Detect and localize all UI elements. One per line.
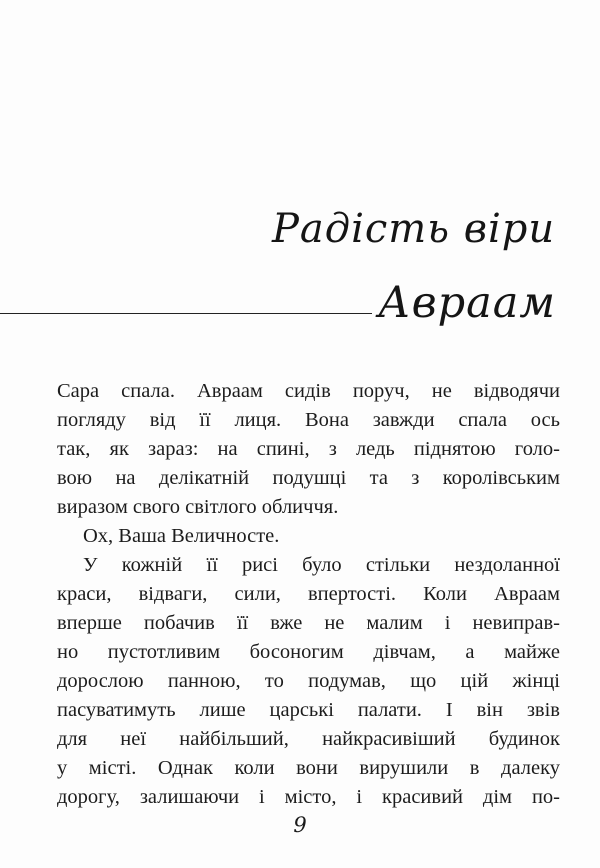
text-line: для неї найбільший, найкрасивіший будинок bbox=[57, 728, 560, 750]
text-line: виразом свого світлого обличчя. bbox=[57, 496, 339, 518]
text-line: вою на делікатній подушці та з королівським bbox=[57, 467, 560, 489]
text-line: так, як зараз: на спині, з ледь піднятою голо- bbox=[57, 438, 560, 460]
chapter-title: Радість віри bbox=[272, 206, 556, 252]
text-line: У кожній її рисі було стільки нездоланної bbox=[83, 554, 560, 576]
text-line: краси, відваги, сили, впертості. Коли Авраам bbox=[57, 583, 560, 605]
text-line: дорослою панною, то подумав, що цій жінці bbox=[57, 670, 560, 692]
body-text bbox=[57, 377, 560, 812]
text-line: погляду від її лиця. Вона завжди спала ось bbox=[57, 409, 560, 431]
chapter-rule bbox=[0, 313, 372, 314]
text-line: но пустотливим босоногим дівчам, а майже bbox=[57, 641, 560, 663]
text-line: дорогу, залишаючи і місто, і красивий дім по- bbox=[57, 786, 560, 808]
text-line: пасуватимуть лише царські палати. І він звів bbox=[57, 699, 560, 721]
page-number: 9 bbox=[293, 813, 307, 837]
text-line: Сара спала. Авраам сидів поруч, не відводячи bbox=[57, 380, 560, 402]
chapter-name: Авраам bbox=[378, 278, 557, 328]
text-line: Ох, Ваша Величносте. bbox=[83, 525, 280, 547]
text-line: у місті. Однак коли вони вирушили в далеку bbox=[57, 757, 560, 779]
text-line: вперше побачив її вже не малим і невиправ- bbox=[57, 612, 560, 634]
